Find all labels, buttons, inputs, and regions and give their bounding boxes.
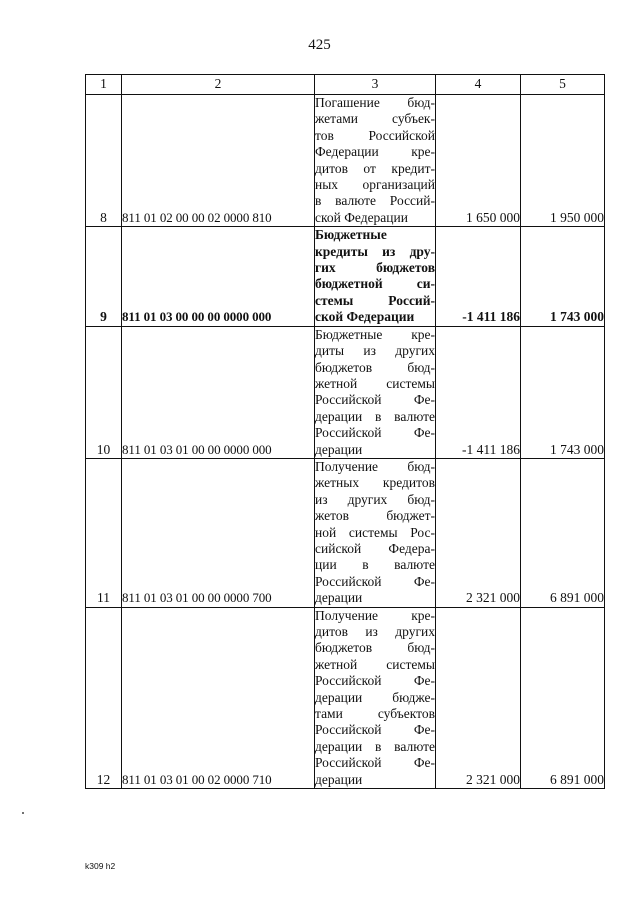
row-name-line: гих бюджетов — [315, 260, 435, 276]
table-body — [86, 95, 605, 789]
budget-code: 811 01 03 01 00 00 0000 700 — [122, 458, 315, 607]
row-name-line: бюджетов бюд- — [315, 359, 435, 375]
budget-table — [85, 74, 605, 789]
value-col-5: 1 743 000 — [521, 326, 605, 458]
row-name — [315, 227, 436, 326]
header-col-2: 2 — [122, 75, 315, 95]
value-col-4: -1 411 186 — [436, 227, 521, 326]
row-name-line: дерации — [315, 771, 363, 787]
table-header-row — [86, 75, 605, 95]
row-name-line: Получение кре- — [315, 607, 435, 623]
row-name-line: Получение бюд- — [315, 458, 435, 474]
header-col-5: 5 — [521, 75, 605, 95]
row-name-line: Федерации кре- — [315, 144, 435, 160]
row-name-line: Погашение бюд- — [315, 95, 435, 110]
row-name — [315, 95, 436, 227]
budget-code: 811 01 02 00 00 02 0000 810 — [122, 95, 315, 227]
row-name-line: дерации бюдже- — [315, 689, 435, 705]
row-name-line: из других бюд- — [315, 491, 435, 507]
row-name — [315, 458, 436, 607]
row-name-line: дерации в валюте — [315, 738, 435, 754]
page-number: 425 — [308, 37, 331, 53]
row-name-line: Российской Фе- — [315, 755, 435, 771]
table-row — [86, 326, 605, 458]
row-name-line: дерации — [315, 441, 363, 457]
table-row — [86, 227, 605, 326]
row-name-line: жетной системы — [315, 375, 435, 391]
header-col-3: 3 — [315, 75, 436, 95]
row-name-line: ской Федерации — [315, 309, 415, 325]
row-name-line: Российской Фе- — [315, 392, 435, 408]
table-row — [86, 458, 605, 607]
value-col-5: 6 891 000 — [521, 607, 605, 788]
budget-code: 811 01 03 01 00 00 0000 000 — [122, 326, 315, 458]
row-name-line: бюджетов бюд- — [315, 640, 435, 656]
row-name-line: тов Российской — [315, 127, 435, 143]
row-name-line: жетами субъек- — [315, 111, 435, 127]
row-name-line: ции в валюте — [315, 557, 435, 573]
row-name-line: бюджетной си- — [315, 276, 435, 292]
row-name-line: дитов из других — [315, 624, 435, 639]
row-name-line: в валюте Россий- — [315, 193, 435, 209]
table-row — [86, 607, 605, 788]
value-col-5: 1 950 000 — [521, 95, 605, 227]
value-col-4: -1 411 186 — [436, 326, 521, 458]
row-name-line: Российской Фе- — [315, 573, 435, 589]
budget-code: 811 01 03 01 00 02 0000 710 — [122, 607, 315, 788]
value-col-4: 2 321 000 — [436, 607, 521, 788]
row-name — [315, 326, 436, 458]
row-number: 10 — [86, 326, 122, 458]
header-col-1: 1 — [86, 75, 122, 95]
row-name-line: Бюджетные — [315, 227, 387, 243]
row-number: 9 — [86, 227, 122, 326]
scan-speck — [22, 812, 24, 814]
row-name-line: дерации — [315, 590, 363, 606]
header-col-4: 4 — [436, 75, 521, 95]
row-name-line: ской Федерации — [315, 209, 408, 225]
table-row — [86, 95, 605, 227]
row-name-line: сийской Федера- — [315, 540, 435, 556]
row-number: 8 — [86, 95, 122, 227]
row-name-line: жетных кредитов — [315, 475, 435, 491]
row-name-line: диты из других — [315, 343, 435, 359]
row-number: 12 — [86, 607, 122, 788]
row-name-line: дитов от кредит- — [315, 160, 435, 176]
budget-code: 811 01 03 00 00 00 0000 000 — [122, 227, 315, 326]
value-col-5: 6 891 000 — [521, 458, 605, 607]
row-name-line: Российской Фе- — [315, 722, 435, 738]
row-name-line: тами субъектов — [315, 706, 435, 722]
row-name-line: ной системы Рос- — [315, 524, 435, 540]
row-name-line: кредиты из дру- — [315, 243, 435, 259]
value-col-4: 2 321 000 — [436, 458, 521, 607]
row-name-line: Бюджетные кре- — [315, 326, 435, 342]
value-col-4: 1 650 000 — [436, 95, 521, 227]
row-name-line: Российской Фе- — [315, 425, 435, 441]
row-name-line: жетной системы — [315, 656, 435, 672]
row-name-line: дерации в валюте — [315, 408, 435, 424]
value-col-5: 1 743 000 — [521, 227, 605, 326]
row-name-line: стемы Россий- — [315, 292, 435, 308]
footer-code: k309 h2 — [85, 861, 116, 871]
row-name-line: жетов бюджет- — [315, 508, 435, 524]
row-name — [315, 607, 436, 788]
row-name-line: ных организаций — [315, 177, 435, 193]
row-name-line: Российской Фе- — [315, 673, 435, 689]
row-number: 11 — [86, 458, 122, 607]
